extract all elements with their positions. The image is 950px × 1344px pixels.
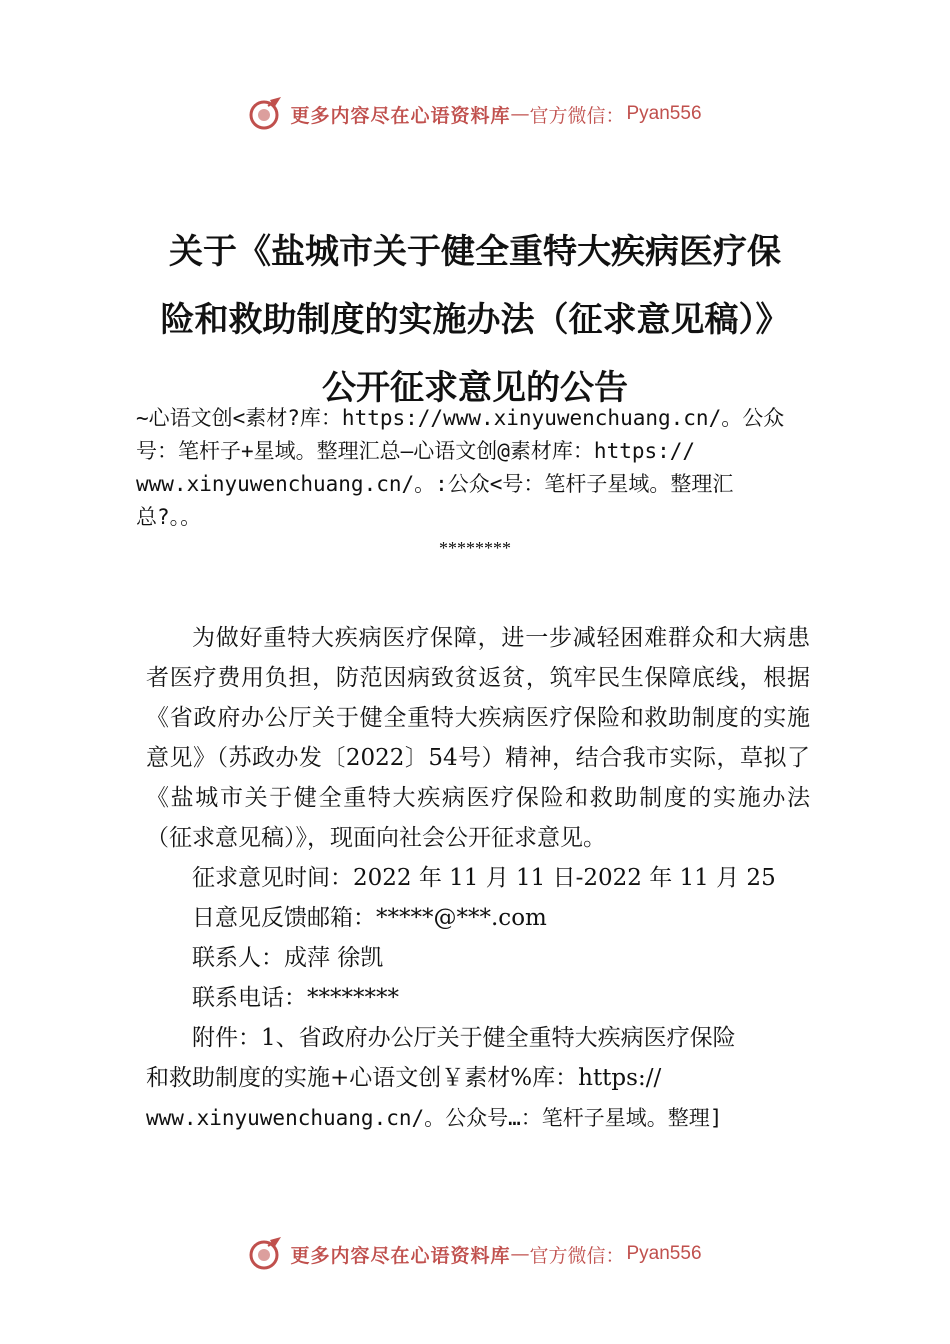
banner-wechat-label: 官方微信： xyxy=(529,1244,625,1267)
library-logo-icon xyxy=(248,96,284,132)
banner-wechat-label: 官方微信： xyxy=(529,104,625,127)
banner-dash: — xyxy=(510,103,530,125)
watermark-line: 总?。。 xyxy=(136,505,202,529)
watermark-line: www.xinyuwenchuang.cn/。:公众<号：笔杆子星域。整理汇 xyxy=(136,472,734,496)
banner-wechat-id: Pyan556 xyxy=(626,1243,702,1264)
attachment-line-3: www.xinyuwenchuang.cn/。公众号…：笔杆子星域。整理] xyxy=(146,1106,723,1130)
attachment-line-1: 附件：1、省政府办公厅关于健全重特大疾病医疗保险 xyxy=(192,1025,736,1051)
banner-dash: — xyxy=(510,1243,530,1265)
banner-brand: 更多内容尽在心语资料库 xyxy=(290,1244,511,1267)
banner-wechat-id: Pyan556 xyxy=(626,103,702,124)
header-banner xyxy=(0,94,950,134)
watermark-text xyxy=(136,402,844,534)
phone-line: 联系电话：******** xyxy=(192,985,399,1011)
period-line: 征求意见时间：2022 年 11 月 11 日-2022 年 11 月 25 xyxy=(192,865,776,891)
watermark-line: ~心语文创<素材?库：https://www.xinyuwenchuang.cn/。公众 xyxy=(136,406,785,430)
email-line: 日意见反馈邮箱：*****@***.com xyxy=(192,905,547,931)
title-line-2: 险和救助制度的实施办法（征求意见稿）》 xyxy=(160,300,790,340)
document-body xyxy=(146,618,810,1138)
document-title xyxy=(150,218,800,422)
watermark-line: 号：笔杆子+星域。整理汇总—心语文创@素材库：https:// xyxy=(136,439,696,463)
footer-banner xyxy=(0,1234,950,1274)
library-logo-icon xyxy=(248,1236,284,1272)
attachment-line-2: 和救助制度的实施+心语文创￥素材%库：https:// xyxy=(146,1065,662,1091)
contact-line: 联系人：成萍 徐凯 xyxy=(192,945,384,971)
intro-paragraph: 为做好重特大疾病医疗保障，进一步减轻困难群众和大病患者医疗费用负担，防范因病致贫返贫，筑牢民生保障底线，根据《省政府办公厅关于健全重特大疾病医疗保险和救助制度的实施意见》（苏政办发〔2022〕54号）精神，结合我市实际，草拟了《盐城市关于健全重特大疾病医疗保险和救助制度的实施办法（征求意见稿）》，现面向社会公开征求意见。 xyxy=(146,625,810,851)
redacted-stars: ******** xyxy=(439,538,511,558)
title-line-3: 公开征求意见的公告 xyxy=(322,368,628,408)
banner-brand: 更多内容尽在心语资料库 xyxy=(290,104,511,127)
title-line-1: 关于《盐城市关于健全重特大疾病医疗保 xyxy=(169,232,781,272)
